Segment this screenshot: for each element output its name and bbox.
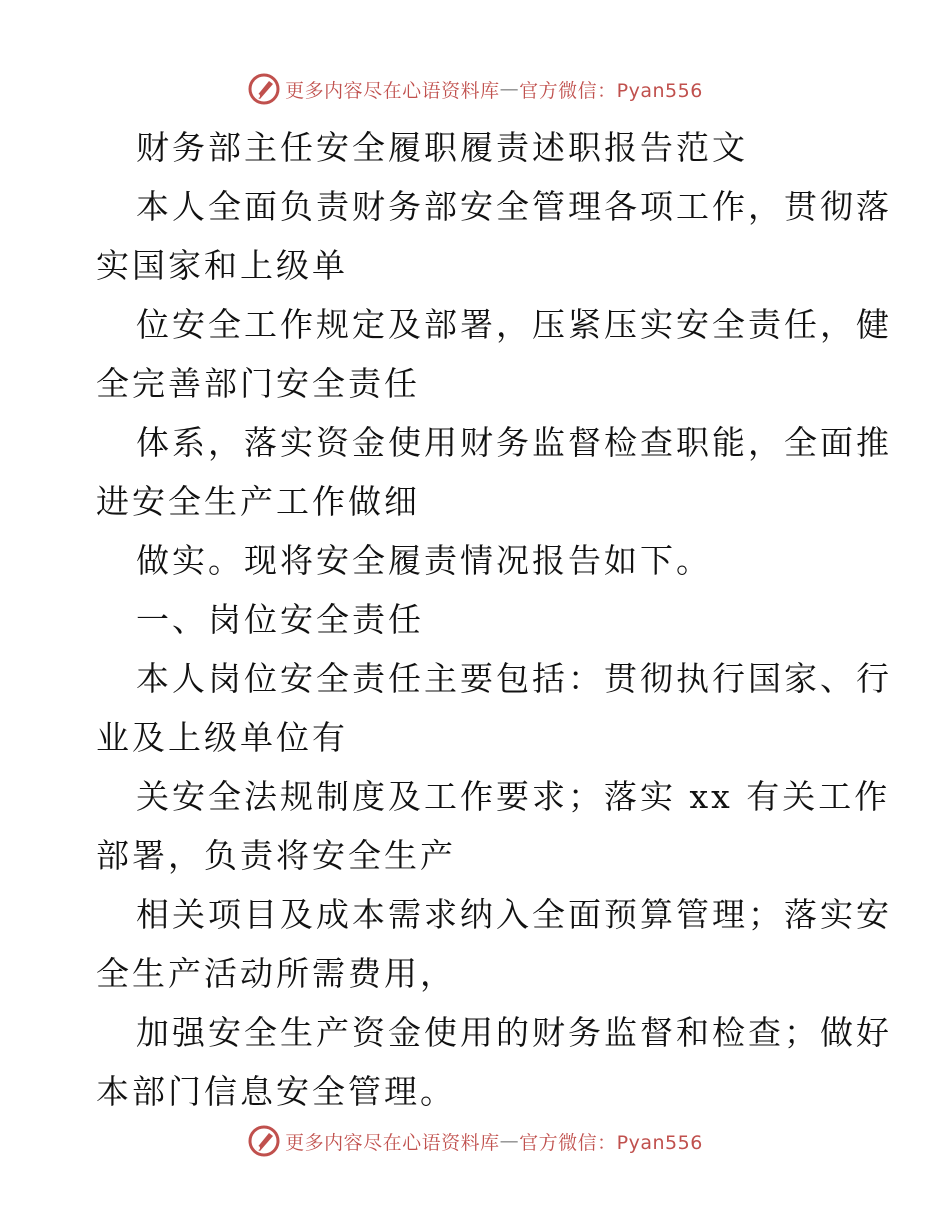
- paragraph-line: 关安全法规制度及工作要求；落实 xx 有关工作: [136, 777, 891, 816]
- banner-text: 更多内容尽在心语资料库: [285, 1131, 500, 1154]
- paragraph-line: 加强安全生产资金使用的财务监督和检查；做好: [136, 1013, 892, 1052]
- paragraph-line: 本部门信息安全管理。: [96, 1072, 456, 1111]
- paragraph-line: 全生产活动所需费用，: [96, 954, 456, 993]
- paragraph-line: 进安全生产工作做细: [96, 482, 420, 521]
- pen-circle-icon: [247, 1124, 281, 1158]
- pen-circle-icon: [247, 72, 281, 106]
- document-title: 财务部主任安全履职履责述职报告范文: [136, 128, 748, 167]
- document-body: [96, 118, 892, 1121]
- paragraph-line: 本人岗位安全责任主要包括：贯彻执行国家、行: [136, 659, 892, 698]
- banner-wechat: 官方微信：Pyan556: [519, 1131, 703, 1154]
- paragraph-line: 做实。现将安全履责情况报告如下。: [136, 541, 712, 580]
- section-heading: 一、岗位安全责任: [136, 600, 424, 639]
- paragraph-line: 相关项目及成本需求纳入全面预算管理；落实安: [136, 895, 892, 934]
- paragraph-line: 实国家和上级单: [96, 246, 348, 285]
- banner-separator: —: [499, 1130, 520, 1152]
- paragraph-line: 全完善部门安全责任: [96, 364, 420, 403]
- paragraph-line: 位安全工作规定及部署，压紧压实安全责任，健: [136, 305, 892, 344]
- paragraph-line: 部署，负责将安全生产: [96, 836, 456, 875]
- header-banner: [0, 72, 950, 106]
- banner-wechat: 官方微信：Pyan556: [519, 79, 703, 102]
- paragraph-line: 业及上级单位有: [96, 718, 348, 757]
- paragraph-line: 体系，落实资金使用财务监督检查职能，全面推: [136, 423, 892, 462]
- footer-banner: [0, 1124, 950, 1158]
- paragraph-line: 本人全面负责财务部安全管理各项工作，贯彻落: [136, 187, 892, 226]
- banner-separator: —: [499, 78, 520, 100]
- banner-text: 更多内容尽在心语资料库: [285, 79, 500, 102]
